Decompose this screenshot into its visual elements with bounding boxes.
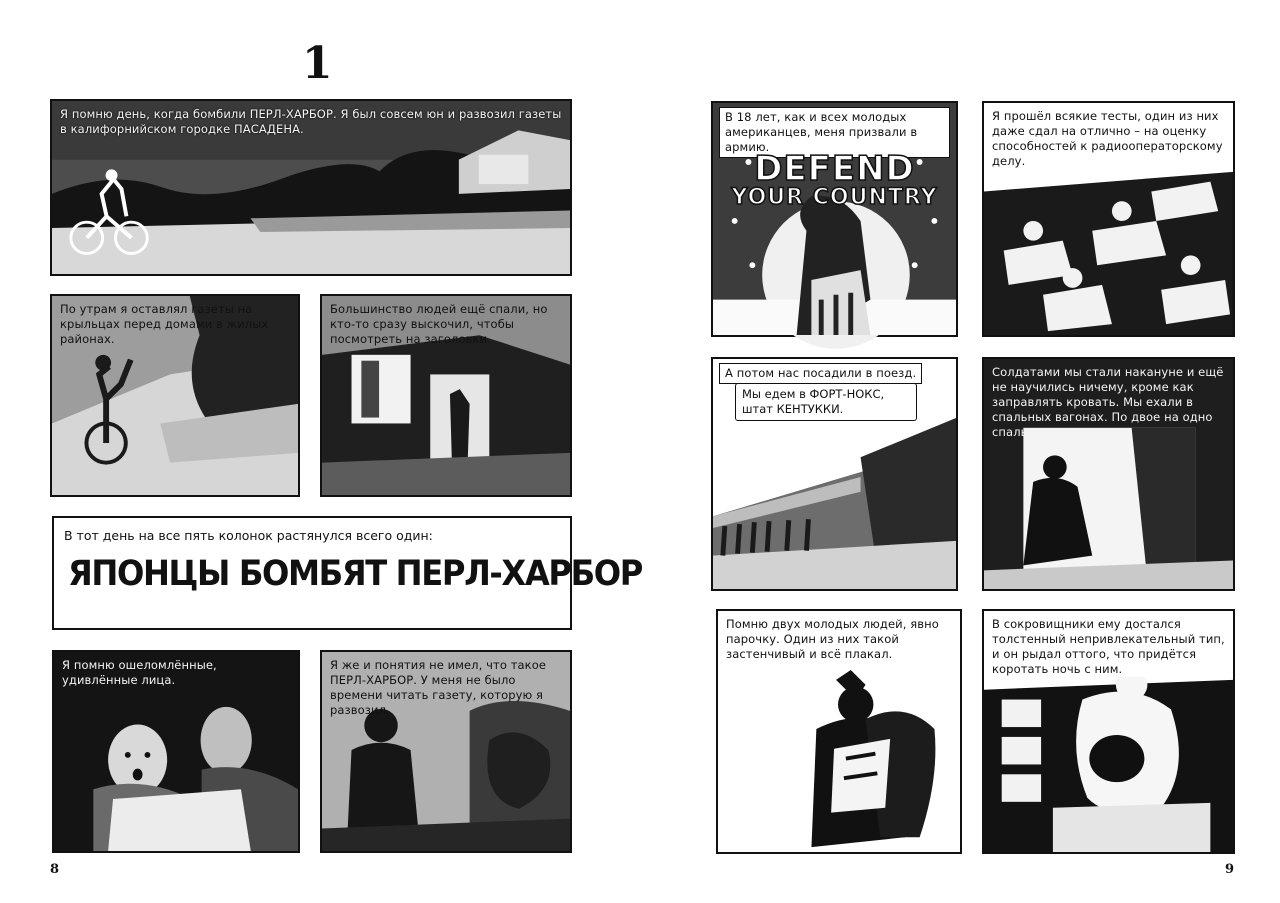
panel-doorway-reader <box>320 294 572 497</box>
panel-bunkmate-caption: В сокровищники ему достался толстенный непривлекательный тип, и он рыдал оттого, что придётся коротать ночь с ним. <box>992 617 1225 676</box>
right-page <box>640 0 1280 903</box>
panel-tests-caption: Я прошёл всякие тесты, один из них даже сдал на отлично – на оценку способностей к радиооператорскому делу. <box>992 109 1225 169</box>
panel-poster <box>711 101 958 337</box>
poster-line-1: DEFEND <box>754 149 915 189</box>
panel-couple-caption: Помню двух молодых людей, явно парочку. Один из них такой застенчивый и всё плакал. <box>726 617 939 661</box>
panel-sleeping-car-caption: Солдатами мы стали накануне и ещё не научились ничему, кроме как заправлять кровать. Мы ехали в спальных вагонах. По двое на одно спальное место. <box>992 365 1224 439</box>
panel-morning-delivery-caption: По утрам я оставлял газеты на крыльцах перед домами в жилых районах. <box>60 302 269 346</box>
panel-shocked-faces <box>52 650 300 853</box>
poster-line-2: YOUR COUNTRY <box>731 185 938 210</box>
panel-train-caption: А потом нас посадили в поезд. <box>719 363 922 384</box>
page-number-right: 9 <box>1225 862 1235 877</box>
panel-bicycle-night <box>50 99 572 276</box>
panel-morning-delivery <box>50 294 300 497</box>
panel-doorway-reader-caption: Большинство людей ещё спали, но кто-то сразу выскочил, чтобы посмотреть на заголовки. <box>330 302 548 346</box>
panel-bicycle-night-caption: Я помню день, когда бомбили ПЕРЛ-ХАРБОР. Я был совсем юн и развозил газеты в калифорнийском городке ПАСАДЕНА. <box>60 107 562 136</box>
panel-shocked-faces-caption: Я помню ошеломлённые, удивлённые лица. <box>62 658 217 687</box>
panel-silhouette-caption: Я же и понятия не имел, что такое ПЕРЛ-ХАРБОР. У меня не было времени читать газету, которую я развозил. <box>330 658 547 717</box>
panel-poster-caption: В 18 лет, как и всех молодых американцев, меня призвали в армию. <box>719 107 950 158</box>
train-speech-balloon: Мы едем в ФОРТ-НОКС, штат КЕНТУККИ. <box>735 383 917 421</box>
panel-headline <box>52 516 643 630</box>
panel-silhouette <box>320 650 572 853</box>
headline-caption: В тот день на все пять колонок растянулся всего один: <box>64 528 433 543</box>
page-number-left: 8 <box>50 862 60 877</box>
headline-text: ЯПОНЦЫ БОМБЯТ ПЕРЛ-ХАРБОР <box>68 554 643 594</box>
panel-bunkmate <box>982 609 1235 854</box>
panel-tests <box>982 101 1235 337</box>
panel-sleeping-car <box>982 357 1235 591</box>
chapter-number: 1 <box>302 38 333 89</box>
panel-train <box>711 357 958 591</box>
panel-couple <box>716 609 962 854</box>
